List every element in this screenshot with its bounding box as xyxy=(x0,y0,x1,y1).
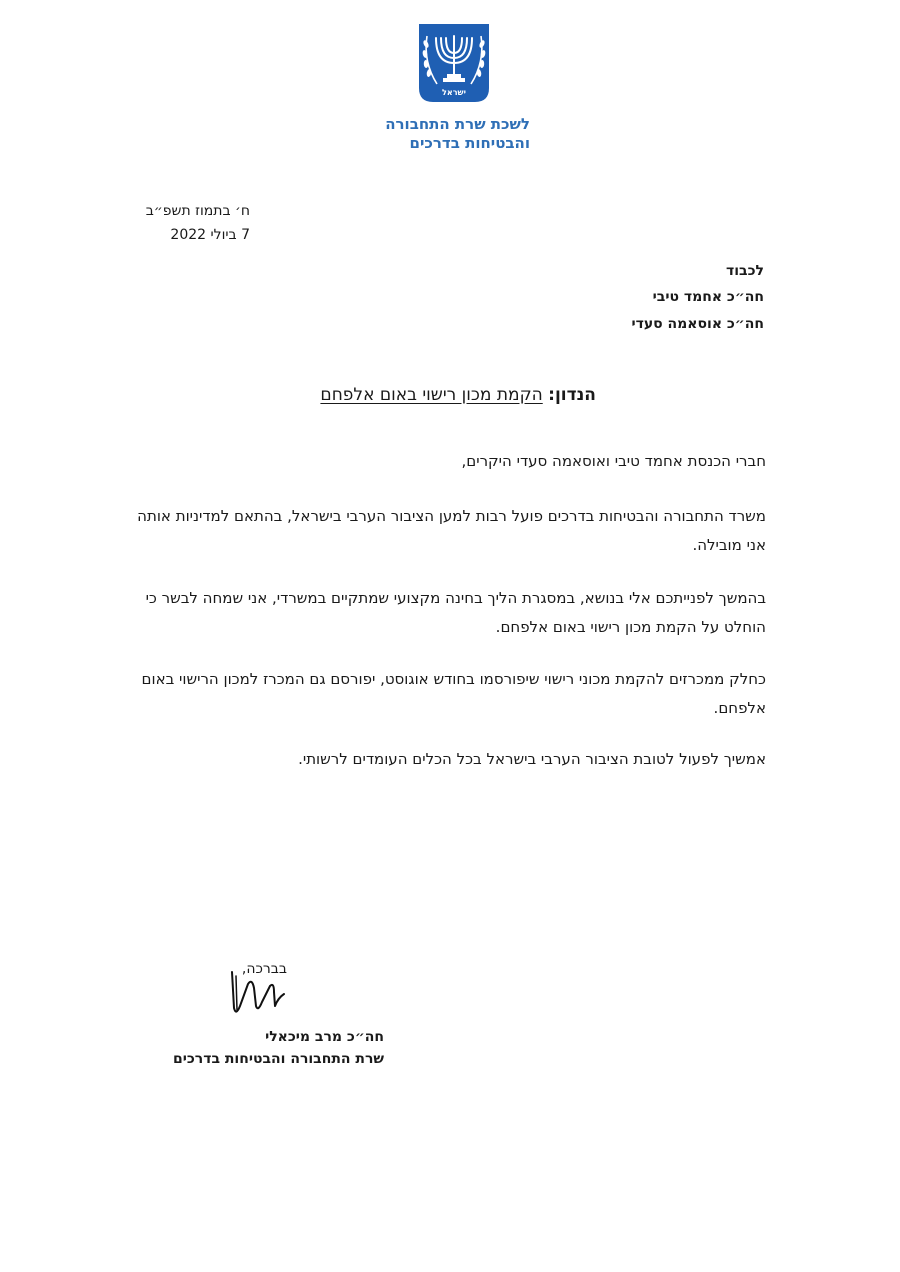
greeting: חברי הכנסת אחמד טיבי ואוסאמה סעדי היקרים, xyxy=(461,452,766,470)
office-name-line-1: לשכת שרת התחבורה xyxy=(385,115,530,133)
handwritten-signature xyxy=(226,962,296,1020)
body-paragraph-2: בהמשך לפנייתכם אלי בנושא, במסגרת הליך בחינה מקצועי שמתקיים במשרדי, אני שמחה לבשר כי הוחלט על הקמת מכון רישוי באום אלפחם. xyxy=(145,589,766,636)
signer-title: שרת התחבורה והבטיחות בדרכים xyxy=(173,1051,384,1067)
hebrew-date: ח׳ בתמוז תשפ״ב xyxy=(145,203,250,219)
recipient-1: חה״כ אחמד טיבי xyxy=(652,289,764,305)
subject-text: הקמת מכון רישוי באום אלפחם xyxy=(320,385,543,405)
recipient-2: חה״כ אוסאמה סעדי xyxy=(631,316,764,332)
emblem-text: ישראל xyxy=(442,88,466,97)
body-paragraph-3: כחלק ממכרזים להקמת מכוני רישוי שיפורסמו בחודש אוגוסט, יפורסם גם המכרז למכון הרישוי באום אלפחם. xyxy=(141,670,766,717)
gregorian-date: 7 ביולי 2022 xyxy=(170,227,250,243)
subject-line xyxy=(150,383,596,407)
subject-label: הנדון: xyxy=(548,385,596,405)
office-name-line-2: והבטיחות בדרכים xyxy=(409,134,530,152)
signer-name: חה״כ מרב מיכאלי xyxy=(265,1029,384,1045)
body-paragraph-4: אמשיך לפעול לטובת הציבור הערבי בישראל בכל הכלים העומדים לרשותי. xyxy=(298,750,766,768)
menorah-emblem-icon xyxy=(417,22,491,104)
signoff: בברכה, xyxy=(241,961,287,977)
body-paragraph-1: משרד התחבורה והבטיחות בדרכים פועל רבות למען הציבור הערבי בישראל, בהתאם למדיניות אותה אני מובילה. xyxy=(137,507,766,554)
addressee-salutation: לכבוד xyxy=(726,263,764,279)
